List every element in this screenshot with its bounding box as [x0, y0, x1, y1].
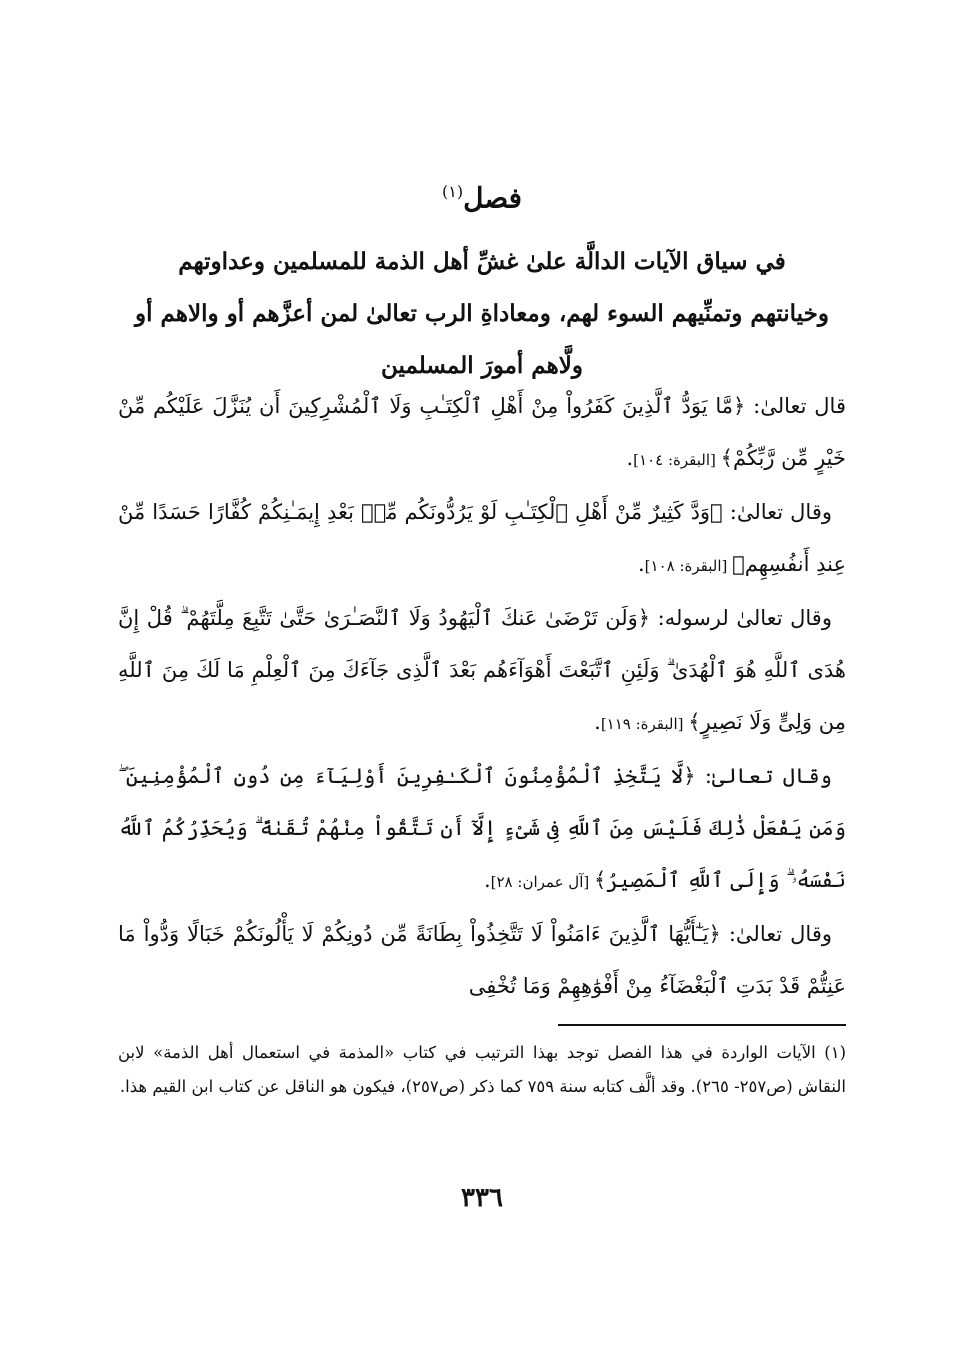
subtitle-line: ولَّاهم أمورَ المسلمين — [381, 352, 583, 379]
sentence-end: . — [626, 446, 634, 470]
section-title-text: فصل — [463, 181, 522, 215]
verse-reference: [البقرة: ١٠٨] — [644, 557, 733, 575]
sentence-end: . — [637, 552, 645, 576]
verse-reference: [البقرة: ١١٩] — [600, 715, 689, 733]
footnote — [118, 1036, 846, 1104]
paragraph-intro: وقال تعالىٰ: — [722, 500, 832, 524]
section-title — [0, 172, 964, 218]
footnote-reference[interactable]: (١) — [442, 182, 464, 201]
paragraph — [118, 750, 846, 908]
quran-verse: ﴿مَّا يَوَدُّ ٱلَّذِينَ كَفَرُواْ مِنْ أَهْلِ ٱلْكِتَـٰبِ وَلَا ٱلْمُشْرِكِينَ أَن يُنَزَّلَ عَلَيْكُم مِّنْ خَيْرٍ مِّن رَّبِّكُمْ﴾ — [118, 394, 846, 470]
quran-verse: ﴿يَـٰٓأَيُّهَا ٱلَّذِينَ ءَامَنُواْ لَا تَتَّخِذُواْ بِطَانَةً مِّن دُونِكُمْ لَا يَأْلُونَكُمْ خَبَالًا وَدُّواْ مَا عَنِتُّمْ قَدْ بَدَتِ ٱلْبَغْضَآءُ مِنْ أَفْوَٰهِهِمْ وَمَا تُخْفِى — [118, 922, 846, 998]
paragraph — [118, 908, 846, 1014]
paragraph-intro: وقال تعالىٰ: — [695, 764, 832, 788]
quran-verse: ﴿لَّا يَتَّخِذِ ٱلْمُؤْمِنُونَ ٱلْكَـٰفِرِينَ أَوْلِيَآءَ مِن دُونِ ٱلْمُؤْمِنِينَ ۖ وَمَن يَفْعَلْ ذَٰلِكَ فَلَيْسَ مِنَ ٱللَّهِ فِى شَىْءٍ إِلَّآ أَن تَتَّقُواْ مِنْهُمْ تُقَىٰةً ۗ وَيُحَذِّرُكُمُ ٱللَّهُ نَفْسَهُۥ ۗ وَإِلَى ٱللَّهِ ٱلْمَصِيرُ﴾ — [118, 764, 846, 892]
quran-verse: ﴿وَلَن تَرْضَىٰ عَنكَ ٱلْيَهُودُ وَلَا ٱلنَّصَـٰرَىٰ حَتَّىٰ تَتَّبِعَ مِلَّتَهُمْ ۗ قُلْ إِنَّ هُدَى ٱللَّهِ هُوَ ٱلْهُدَىٰ ۗ وَلَئِنِ ٱتَّبَعْتَ أَهْوَآءَهُم بَعْدَ ٱلَّذِى جَآءَكَ مِنَ ٱلْعِلْمِ مَا لَكَ مِنَ ٱللَّهِ مِن وَلِىٍّ وَلَا نَصِيرٍ﴾ — [118, 606, 846, 734]
paragraph-intro: وقال تعالىٰ لرسوله: — [650, 606, 832, 630]
paragraph — [118, 486, 846, 592]
paragraph — [118, 592, 846, 750]
sentence-end: . — [594, 710, 601, 734]
section-subtitle — [120, 236, 844, 392]
subtitle-line: وخيانتهم وتمنِّيهم السوء لهم، ومعاداةِ الرب تعالىٰ لمن أعزَّهم أو والاهم أو — [135, 300, 829, 327]
page-number: ٣٣٦ — [461, 1183, 503, 1213]
footnote-divider — [558, 1024, 846, 1026]
main-text — [118, 380, 846, 1014]
subtitle-line: في سياق الآيات الدالَّة علىٰ غشِّ أهل الذمة للمسلمين وعداوتهم — [178, 248, 786, 275]
paragraph-intro: قال تعالىٰ: — [745, 394, 846, 418]
verse-reference: [البقرة: ١٠٤] — [633, 451, 721, 469]
paragraph — [118, 380, 846, 486]
footnote-text: الآيات الواردة في هذا الفصل توجد بهذا الترتيب في كتاب «المذمة في استعمال أهل الذمة» لابن النقاش (ص٢٥٧- ٢٦٥). وقد ألَّف كتابه سنة ٧٥٩ كما ذكر (ص٢٥٧)، فيكون هو الناقل عن كتاب ابن القيم هذا. — [118, 1043, 846, 1096]
sentence-end: . — [483, 868, 491, 892]
footnote-marker: (١) — [824, 1043, 846, 1062]
verse-reference: [آل عمران: ٢٨] — [490, 873, 594, 891]
quran-verse: ﴿وَدَّ كَثِيرٌ مِّنْ أَهْلِ ٱلْكِتَـٰبِ لَوْ يَرُدُّونَكُم مِّنۢ بَعْدِ إِيمَـٰنِكُمْ كُفَّارًا حَسَدًا مِّنْ عِندِ أَنفُسِهِم﴾ — [118, 500, 846, 576]
paragraph-intro: وقال تعالىٰ: — [720, 922, 832, 946]
